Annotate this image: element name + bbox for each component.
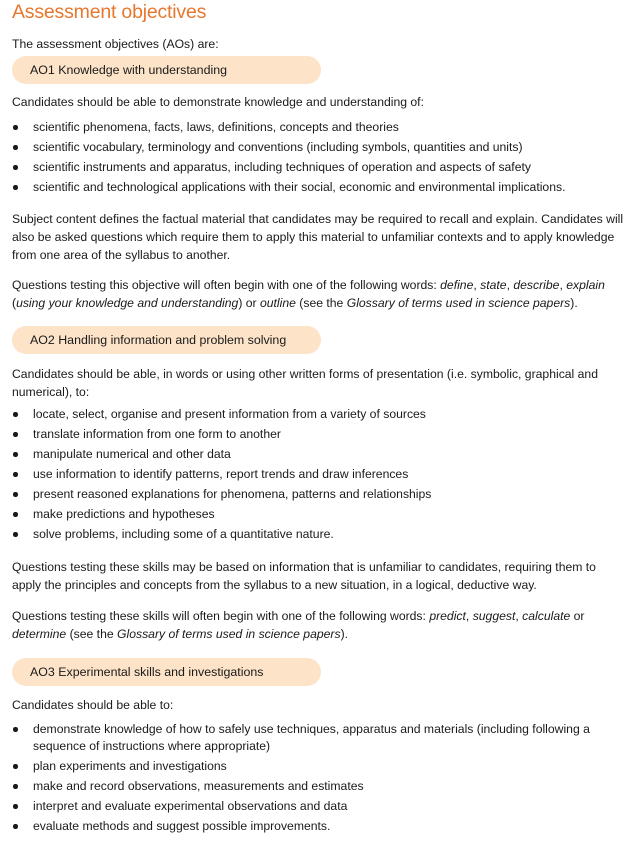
text-run: or bbox=[570, 609, 585, 623]
list-item: make predictions and hypotheses bbox=[12, 504, 627, 524]
ao2-paragraph-2 bbox=[12, 607, 627, 643]
text-run: (see the bbox=[66, 627, 118, 641]
glossary-reference: Glossary of terms used in science papers bbox=[346, 296, 571, 310]
text-run: , bbox=[506, 278, 514, 292]
ao2-paragraph-1: Questions testing these skills may be based on information that is unfamiliar to candidates, requiring them to apply the principles and concepts from the syllabus to a new situation, in a logical, deductive way. bbox=[12, 560, 596, 592]
ao3-lead: Candidates should be able to: bbox=[12, 698, 174, 712]
list-item: interpret and evaluate experimental observations and data bbox=[12, 796, 627, 816]
command-word: describe bbox=[513, 278, 560, 292]
text-run: ). bbox=[340, 627, 349, 641]
command-word: using your knowledge and understanding bbox=[16, 296, 239, 310]
command-word: explain bbox=[566, 278, 605, 292]
glossary-reference: Glossary of terms used in science papers bbox=[117, 627, 341, 641]
ao2-heading: AO2 Handling information and problem solving bbox=[12, 326, 321, 354]
list-item: manipulate numerical and other data bbox=[12, 444, 627, 464]
list-item: make and record observations, measurements and estimates bbox=[12, 776, 627, 796]
list-item: scientific and technological applications with their social, economic and environmental implications. bbox=[12, 177, 627, 197]
list-item: use information to identify patterns, report trends and draw inferences bbox=[12, 464, 627, 484]
list-item: scientific vocabulary, terminology and conventions (including symbols, quantities and units) bbox=[12, 137, 627, 157]
list-item: evaluate methods and suggest possible improvements. bbox=[12, 816, 627, 836]
command-word: state bbox=[480, 278, 507, 292]
text-run: ). bbox=[570, 296, 578, 310]
text-run: Questions testing these skills will often begin with one of the following words: bbox=[12, 609, 430, 623]
list-item: plan experiments and investigations bbox=[12, 756, 627, 776]
list-item: translate information from one form to another bbox=[12, 424, 627, 444]
page-title: Assessment objectives bbox=[12, 1, 207, 23]
ao2-lead: Candidates should be able, in words or using other written forms of presentation (i.e. symbolic, graphical and numerical), to: bbox=[12, 367, 598, 399]
command-word: calculate bbox=[522, 609, 571, 623]
intro-text: The assessment objectives (AOs) are: bbox=[12, 37, 219, 51]
text-run: Questions testing this objective will often begin with one of the following words: bbox=[12, 278, 441, 292]
ao2-bullet-list bbox=[12, 404, 627, 544]
command-word: define bbox=[440, 278, 474, 292]
command-word: suggest bbox=[472, 609, 516, 623]
ao3-heading: AO3 Experimental skills and investigations bbox=[12, 658, 321, 686]
command-word: outline bbox=[259, 296, 296, 310]
text-run: , bbox=[465, 609, 473, 623]
ao1-lead: Candidates should be able to demonstrate knowledge and understanding of: bbox=[12, 95, 424, 109]
command-word: predict bbox=[429, 609, 466, 623]
text-run: ( bbox=[12, 296, 17, 310]
text-run: , bbox=[515, 609, 523, 623]
text-run: ) or bbox=[238, 296, 260, 310]
list-item: present reasoned explanations for phenomena, patterns and relationships bbox=[12, 484, 627, 504]
text-run: , bbox=[559, 278, 567, 292]
list-item: locate, select, organise and present information from a variety of sources bbox=[12, 404, 627, 424]
ao1-bullet-list bbox=[12, 117, 627, 197]
list-item: scientific phenomena, facts, laws, definitions, concepts and theories bbox=[12, 117, 627, 137]
ao1-paragraph-2 bbox=[12, 276, 627, 312]
text-run: , bbox=[473, 278, 481, 292]
ao1-heading: AO1 Knowledge with understanding bbox=[12, 56, 321, 84]
text-run: (see the bbox=[295, 296, 347, 310]
ao1-paragraph-1: Subject content defines the factual material that candidates may be required to recall and explain. Candidates will also be asked questions which require them to apply this material to unfamiliar contexts and to apply knowledge from one area of the syllabus to another. bbox=[12, 212, 624, 262]
list-item: scientific instruments and apparatus, including techniques of operation and aspects of safety bbox=[12, 157, 627, 177]
command-word: determine bbox=[12, 627, 67, 641]
ao3-bullet-list bbox=[12, 719, 627, 836]
list-item: solve problems, including some of a quantitative nature. bbox=[12, 524, 627, 544]
list-item: demonstrate knowledge of how to safely use techniques, apparatus and materials (including following a sequence of instructions where appropriate) bbox=[12, 719, 627, 756]
